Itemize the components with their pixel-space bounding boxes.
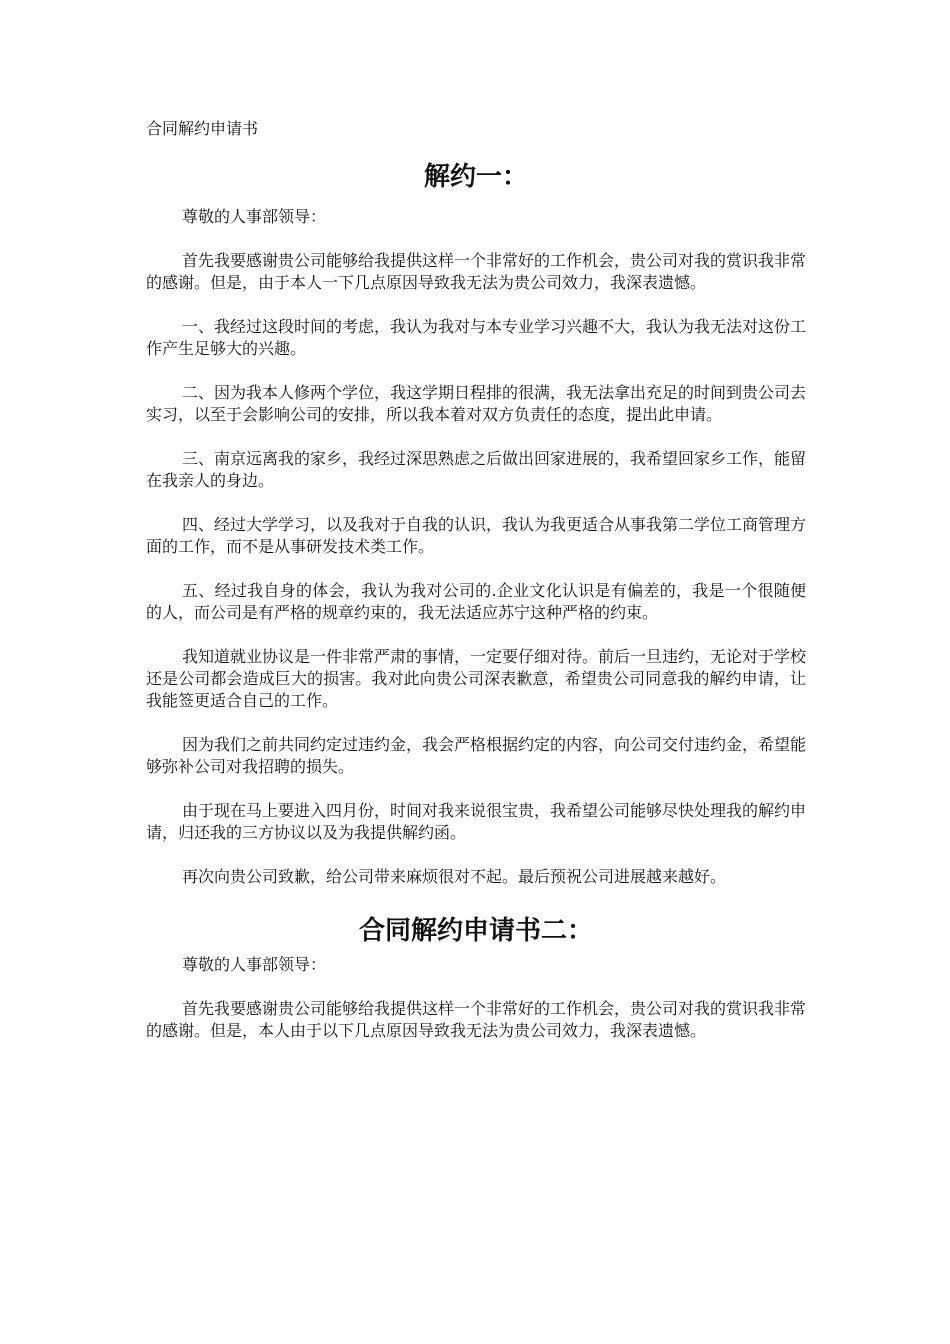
paragraph: 三、南京远离我的家乡，我经过深思熟虑之后做出回家进展的，我希望回家乡工作，能留在我亲人的身边。 xyxy=(146,449,807,490)
paragraph: 由于现在马上要进入四月份，时间对我来说很宝贵，我希望公司能够尽快处理我的解约申请，归还我的三方协议以及为我提供解约函。 xyxy=(146,801,807,842)
paragraph: 首先我要感谢贵公司能够给我提供这样一个非常好的工作机会，贵公司对我的赏识我非常的感谢。但是，本人由于以下几点原因导致我无法为贵公司效力，我深表遗憾。 xyxy=(146,999,807,1040)
paragraph: 我知道就业协议是一件非常严肃的事情，一定要仔细对待。前后一旦违约，无论对于学校还是公司都会造成巨大的损害。我对此向贵公司深表歉意，希望贵公司同意我的解约申请，让我能签更适合自己的工作。 xyxy=(146,647,807,710)
paragraph: 首先我要感谢贵公司能够给我提供这样一个非常好的工作机会，贵公司对我的赏识我非常的感谢。但是，由于本人一下几点原因导致我无法为贵公司效力，我深表遗憾。 xyxy=(146,251,807,292)
paragraph: 因为我们之前共同约定过违约金，我会严格根据约定的内容，向公司交付违约金，希望能够弥补公司对我招聘的损失。 xyxy=(146,735,807,776)
salutation-1: 尊敬的人事部领导： xyxy=(182,207,327,226)
paragraph: 再次向贵公司致歉，给公司带来麻烦很对不起。最后预祝公司进展越来越好。 xyxy=(182,867,727,886)
paragraph: 二、因为我本人修两个学位，我这学期日程排的很满，我无法拿出充足的时间到贵公司去实习，以至于会影响公司的安排，所以我本着对双方负责任的态度，提出此申请。 xyxy=(146,383,807,424)
paragraph: 一、我经过这段时间的考虑，我认为我对与本专业学习兴趣不大，我认为我无法对这份工作产生足够大的兴趣。 xyxy=(146,317,807,358)
paragraph: 五、经过我自身的体会，我认为我对公司的.企业文化认识是有偏差的，我是一个很随便的人，而公司是有严格的规章约束的，我无法适应苏宁这种严格的约束。 xyxy=(146,581,806,622)
document-title: 合同解约申请书 xyxy=(146,119,259,138)
document-page xyxy=(146,118,806,1064)
paragraph: 四、经过大学学习，以及我对于自我的认识，我认为我更适合从事我第二学位工商管理方面的工作，而不是从事研发技术类工作。 xyxy=(146,515,807,556)
section-heading-1: 解约一： xyxy=(423,162,528,192)
salutation-2: 尊敬的人事部领导： xyxy=(182,955,327,974)
section-heading-2: 合同解约申请书二： xyxy=(358,916,593,946)
